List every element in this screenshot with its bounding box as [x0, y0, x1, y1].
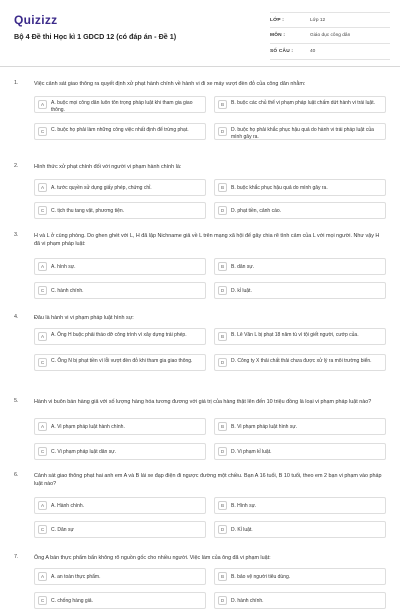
option-a[interactable] [34, 258, 206, 275]
option-letter: D [218, 286, 227, 295]
option-text: D. Công ty X thải chất thải chưa được xử lý ra môi trường biển. [231, 358, 372, 364]
option-b[interactable] [214, 497, 386, 514]
option-text: C. hành chính. [51, 288, 84, 294]
option-letter: B [218, 422, 227, 431]
option-letter: D [218, 358, 227, 367]
question-text: Hình thức xử phạt chính đối với người vi phạm hành chính là: [34, 164, 182, 170]
option-a[interactable] [34, 96, 206, 113]
option-text: A. Hành chính. [51, 503, 85, 509]
meta-value: Giáo dục công dân [310, 33, 351, 38]
option-a[interactable] [34, 179, 206, 196]
option-text: D. Vi phạm kỉ luật. [231, 449, 272, 455]
option-c[interactable] [34, 202, 206, 219]
question-number: 3. [14, 232, 19, 238]
option-text: D. phạt tiền, cảnh cáo. [231, 208, 282, 214]
document-title: Bộ 4 Đề thi Học kì 1 GDCD 12 (có đáp án - Đề 1) [14, 32, 177, 41]
meta-value: Lớp 12 [310, 17, 326, 23]
question-text: H và L ở cùng phòng. Do ghen ghét với L, H đã lập Nichname giả về L trên mạng xã hội để gây chia rẽ tình cảm của L với mọi người. Như vậy H đã vi phạm pháp luật: [34, 233, 380, 247]
option-text: A. buộc mọi công dân luôn tôn trọng pháp luật khi tham gia giao thông. [51, 100, 193, 113]
option-letter: D [218, 206, 227, 215]
option-d[interactable] [214, 592, 386, 609]
option-text: B. Vi phạm pháp luật hình sự. [231, 424, 298, 430]
option-d[interactable] [214, 521, 386, 538]
option-text: D. buộc họ phải khắc phục hậu quả do hành vi trái pháp luật của mình gây ra. [231, 127, 374, 140]
question-number: 7. [14, 554, 19, 560]
question-number: 6. [14, 472, 19, 478]
option-text: A. tước quyền sử dụng giấy phép, chứng chỉ. [51, 185, 152, 191]
option-text: B. buộc các chủ thể vi phạm pháp luật chấm dứt hành vi trái luật. [231, 100, 375, 106]
meta-key: LỚP : [270, 17, 285, 23]
option-letter: C [38, 206, 47, 215]
question-number: 4. [14, 314, 19, 320]
option-text: D. Kỉ luật. [231, 527, 253, 533]
option-text: B. bảo vệ người tiêu dùng. [231, 574, 291, 580]
question-2 [0, 157, 400, 229]
option-d[interactable] [214, 443, 386, 460]
meta-value: 40 [310, 49, 316, 54]
header-divider [0, 66, 400, 67]
option-c[interactable] [34, 123, 206, 140]
option-a[interactable] [34, 328, 206, 345]
question-5 [0, 392, 400, 474]
option-text: A. Vi phạm pháp luật hành chính. [51, 424, 125, 430]
option-text: D. kỉ luật. [231, 288, 252, 294]
option-c[interactable] [34, 354, 206, 371]
option-letter: B [218, 332, 227, 341]
option-letter: A [38, 100, 47, 109]
option-letter: D [218, 525, 227, 534]
option-text: B. Lê Văn L bị phạt 18 năm tù vì tội giết người, cướp của. [231, 332, 359, 338]
meta-key: SỐ CÂU : [270, 49, 294, 54]
meta-row-subject [270, 28, 390, 44]
question-number: 5. [14, 398, 19, 404]
option-c[interactable] [34, 282, 206, 299]
question-6 [0, 466, 400, 548]
option-letter: A [38, 501, 47, 510]
question-number: 1. [14, 80, 19, 86]
question-3 [0, 226, 400, 306]
option-c[interactable] [34, 592, 206, 609]
quizizz-logo: Quizizz [14, 13, 58, 27]
option-text: C. chống hàng giả. [51, 598, 93, 604]
option-letter: B [218, 262, 227, 271]
option-letter: D [218, 596, 227, 605]
option-b[interactable] [214, 258, 386, 275]
question-1 [0, 74, 400, 152]
option-b[interactable] [214, 96, 386, 113]
option-b[interactable] [214, 568, 386, 585]
meta-table [270, 12, 390, 60]
option-text: C. Ông N bị phạt tiền vì lỗi vượt đèn đỏ khi tham gia giao thông. [51, 358, 193, 364]
option-letter: B [218, 572, 227, 581]
option-letter: D [218, 447, 227, 456]
option-c[interactable] [34, 521, 206, 538]
meta-key: MÔN : [270, 33, 286, 38]
option-letter: A [38, 262, 47, 271]
question-text: Hành vi buôn bán hàng giả với số lượng hàng hóa tương đương với giá trị của hàng thật lên đến 10 triệu đồng là loại vi phạm pháp luật nào? [34, 399, 372, 405]
option-letter: D [218, 127, 227, 136]
option-letter: A [38, 422, 47, 431]
option-a[interactable] [34, 497, 206, 514]
option-letter: C [38, 127, 47, 136]
option-d[interactable] [214, 282, 386, 299]
meta-row-class [270, 12, 390, 28]
option-text: A. Ông H buộc phải tháo dỡ công trình vì xây dựng trái phép. [51, 332, 187, 338]
question-4 [0, 308, 400, 388]
question-7 [0, 548, 400, 604]
option-b[interactable] [214, 328, 386, 345]
option-d[interactable] [214, 123, 386, 140]
option-d[interactable] [214, 202, 386, 219]
option-letter: C [38, 358, 47, 367]
option-text: C. buộc họ phải làm những công việc nhất định để trừng phạt. [51, 127, 189, 133]
option-d[interactable] [214, 354, 386, 371]
option-text: A. an toàn thực phẩm. [51, 574, 101, 580]
option-b[interactable] [214, 179, 386, 196]
option-letter: A [38, 183, 47, 192]
question-text: Ông A bán thực phẩm bẩn không rõ nguồn gốc cho nhiều người. Việc làm của ông đã vi phạm luật: [34, 555, 271, 561]
option-a[interactable] [34, 418, 206, 435]
option-text: C. Dân sự [51, 527, 74, 533]
option-letter: C [38, 525, 47, 534]
option-text: B. buộc khắc phục hậu quả do mình gây ra. [231, 185, 328, 191]
option-letter: C [38, 596, 47, 605]
document-header [0, 0, 400, 66]
option-text: C. Vi phạm pháp luật dân sự. [51, 449, 116, 455]
option-letter: B [218, 183, 227, 192]
option-letter: B [218, 501, 227, 510]
option-text: D. hành chính. [231, 598, 264, 604]
option-letter: A [38, 572, 47, 581]
option-letter: B [218, 100, 227, 109]
meta-row-count [270, 44, 390, 60]
option-a[interactable] [34, 568, 206, 585]
option-text: C. tịch thu tang vật, phương tiện. [51, 208, 125, 214]
option-text: B. dân sự. [231, 264, 255, 270]
option-text: A. hình sự. [51, 264, 76, 270]
option-b[interactable] [214, 418, 386, 435]
option-letter: A [38, 332, 47, 341]
question-text: Cảnh sát giao thông phạt hai anh em A và B lái xe đạp điện đi ngược đường một chiều. Bạn A 16 tuổi, B 10 tuổi, theo em 2 bạn vi phạm vào pháp luật nào? [34, 473, 382, 487]
question-text: Việc cảnh sát giao thông ra quyết định xử phạt hành chính về hành vi đi xe máy vượt đèn đỏ của công dân nhằm: [34, 81, 306, 87]
option-c[interactable] [34, 443, 206, 460]
option-letter: C [38, 447, 47, 456]
option-letter: C [38, 286, 47, 295]
question-text: Đâu là hành vi vi phạm pháp luật hình sự: [34, 315, 134, 321]
option-text: B. Hình sự. [231, 503, 257, 509]
question-number: 2. [14, 163, 19, 169]
